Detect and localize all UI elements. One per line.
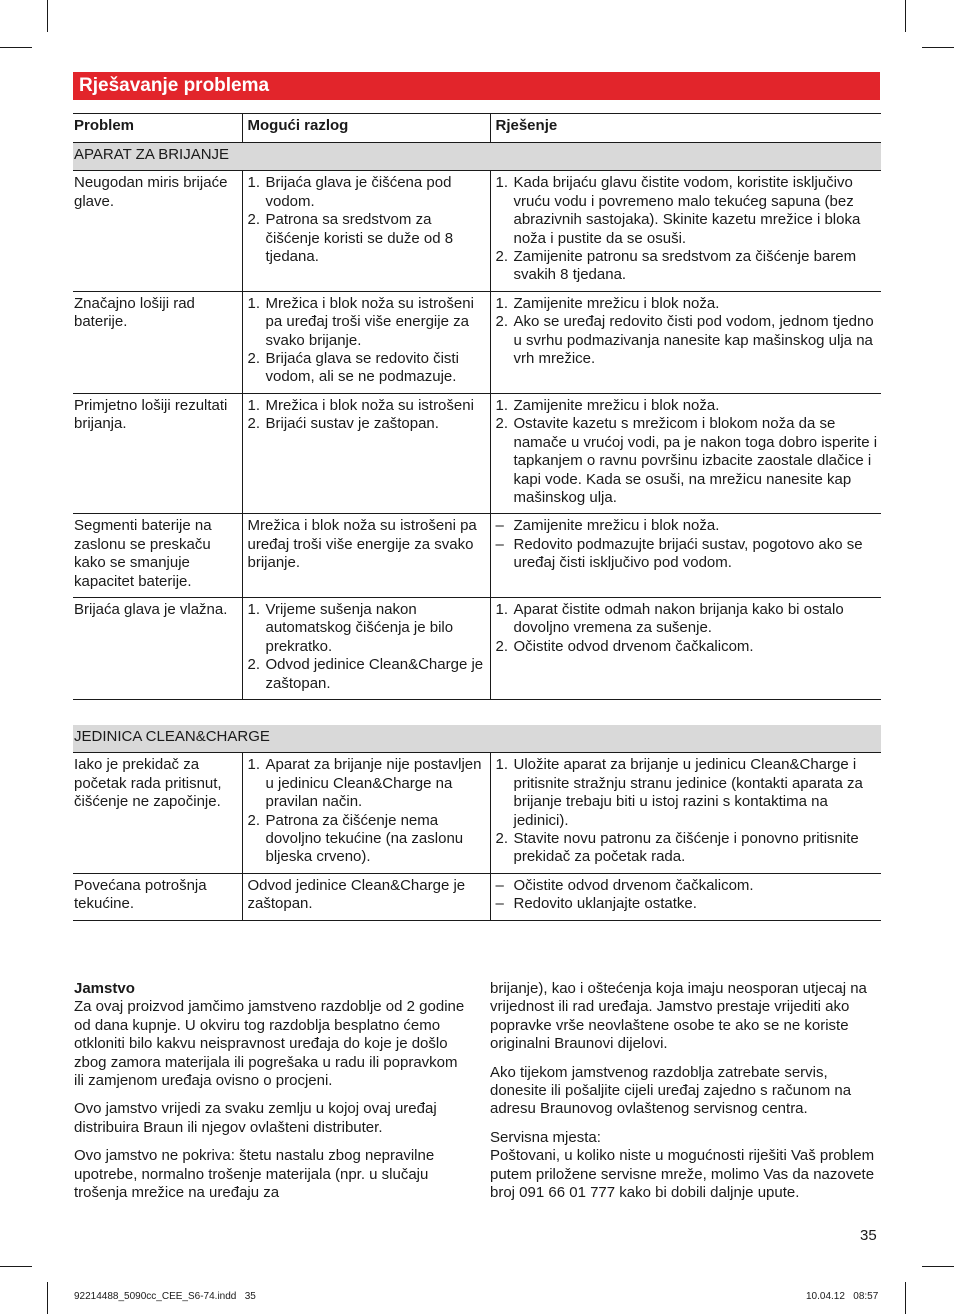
list-item <box>248 756 490 811</box>
list-text: Mrežica i blok noža su istrošeni <box>265 396 474 414</box>
crop-mark <box>0 1266 32 1267</box>
section-title: Rješavanje problema <box>73 72 880 100</box>
list-item <box>496 536 882 573</box>
list-item <box>248 174 490 211</box>
list-marker: 1. <box>495 396 509 414</box>
list-item <box>248 601 490 656</box>
list-item <box>496 601 882 638</box>
spacer-cell <box>73 699 881 725</box>
list-item <box>248 656 490 693</box>
item-list <box>496 397 882 507</box>
list-item <box>496 638 882 656</box>
list-item <box>496 830 882 867</box>
group-spacer <box>73 699 881 725</box>
solution-cell <box>490 873 881 920</box>
list-marker: 1. <box>495 600 509 618</box>
solution-cell <box>490 514 881 598</box>
table-row <box>73 291 881 393</box>
crop-mark <box>905 1282 906 1314</box>
list-marker: 1. <box>495 294 509 312</box>
troubleshooting-table <box>73 113 881 921</box>
problem-cell: Povećana potrošnja tekućine. <box>73 873 242 920</box>
list-marker: 2. <box>247 415 261 433</box>
solution-cell <box>490 393 881 513</box>
item-list <box>496 756 882 866</box>
service-text: Poštovani, u koliko niste u mogućnosti riješiti Vaš problem putem priložene servisne mreže, molimo Vas da nazovete broj 091 66 01 777 kako bi dobili daljnje upute. <box>490 1147 875 1202</box>
table-header-row <box>73 114 881 143</box>
list-item <box>248 211 490 266</box>
cause-cell <box>242 291 490 393</box>
list-marker: 1. <box>247 396 261 414</box>
list-marker: 2. <box>247 811 261 829</box>
list-text: Odvod jedinice Clean&Charge je zaštopan. <box>265 656 484 692</box>
problem-cell: Primjetno lošiji rezultati brijanja. <box>73 393 242 513</box>
cause-cell: Odvod jedinice Clean&Charge je zaštopan. <box>242 873 490 920</box>
list-marker: 2. <box>495 637 509 655</box>
crop-mark <box>0 47 32 48</box>
item-list <box>496 295 882 369</box>
item-list <box>496 517 882 572</box>
item-list <box>248 601 490 693</box>
list-marker: 2. <box>495 830 509 847</box>
list-item <box>496 313 882 368</box>
list-item <box>496 397 882 415</box>
warranty-paragraph: Ako tijekom jamstvenog razdoblja zatrebate servis, donesite ili pošaljite cijeli uređaj zajedno s računom na adresu Braunovog ovlaštenog servisnog centra. <box>490 1063 852 1118</box>
list-item <box>496 517 882 535</box>
list-item <box>496 248 882 285</box>
slug-date: 10.04.12 08:57 <box>806 1291 879 1302</box>
list-marker: 2. <box>495 248 509 266</box>
list-marker: 1. <box>247 294 261 312</box>
list-text: Očistite odvod drvenom čačkalicom. <box>513 876 754 894</box>
list-marker: 1. <box>495 756 509 774</box>
list-marker: – <box>495 876 504 894</box>
solution-cell <box>490 291 881 393</box>
list-text: Ako se uređaj redovito čisti pod vodom, jednom tjedno u svrhu podmazivanja nanesite kap mašinskog ulja na vrh mrežice. <box>513 313 874 368</box>
list-marker: 2. <box>495 415 509 433</box>
list-text: Vrijeme sušenja nakon automatskog čišćenja je bilo prekratko. <box>265 600 454 655</box>
item-list <box>248 397 490 434</box>
table-row <box>73 171 881 291</box>
cause-cell <box>242 171 490 291</box>
column-header: Rješenje <box>490 114 881 143</box>
crop-mark <box>905 0 906 32</box>
page-number: 35 <box>860 1227 877 1244</box>
list-text: Aparat čistite odmah nakon brijanja kako bi ostalo dovoljno vremena za sušenje. <box>513 600 844 637</box>
list-text: Zamijenite mrežicu i blok noža. <box>513 517 720 535</box>
warranty-paragraph: brijanje), kao i oštećenja koja imaju neosporan utjecaj na vrijednost ili rad uređaja. Jamstvo prestaje vrijediti ako popravke vrše neovlaštene osobe te ako se ne koriste originalni Braunovi dijelovi. <box>490 980 867 1053</box>
section-title: JEDINICA CLEAN&CHARGE <box>73 725 881 753</box>
warranty-right-column <box>490 980 881 1212</box>
table-row <box>73 514 881 598</box>
list-text: Uložite aparat za brijanje u jedinicu Clean&Charge i pritisnite stražnju stranu jedinice (kontakti aparata za brijanje trebaju biti u istoj razini s kontaktima na jedinici). <box>513 756 863 829</box>
cause-cell <box>242 393 490 513</box>
table-row <box>73 753 881 873</box>
list-marker: 1. <box>495 174 509 192</box>
item-list <box>496 174 882 284</box>
slug-file: 92214488_5090cc_CEE_S6-74.indd 35 <box>74 1291 256 1302</box>
list-item <box>496 756 882 830</box>
problem-cell: Segmenti baterije na zaslonu se preskaču kako se smanjuje kapacitet baterije. <box>73 514 242 598</box>
item-list <box>248 174 490 266</box>
column-header: Mogući razlog <box>242 114 490 143</box>
problem-cell: Neugodan miris brijaće glave. <box>73 171 242 291</box>
solution-cell <box>490 171 881 291</box>
cause-cell <box>242 597 490 699</box>
list-item <box>248 350 490 387</box>
list-item <box>496 895 882 913</box>
list-text: Očistite odvod drvenom čačkalicom. <box>513 637 754 655</box>
list-text: Redovito podmazujte brijaći sustav, pogotovo ako se uređaj čisti isključivo pod vodom. <box>513 535 863 572</box>
list-marker: 1. <box>247 600 261 618</box>
list-marker: 1. <box>247 174 261 192</box>
cause-cell <box>242 753 490 873</box>
list-text: Zamijenite mrežicu i blok noža. <box>513 294 720 312</box>
warranty-paragraph: Za ovaj proizvod jamčimo jamstveno razdoblje od 2 godine od dana kupnje. U okviru tog razdoblja besplatno ćemo otkloniti bilo kakvu neispravnost uređaja do koje je došlo zbog zamora materijala ili pogrešaka u radu ili popravkom ili zamjenom uređaja ovisno o procjeni. <box>74 998 465 1090</box>
service-label: Servisna mjesta: <box>490 1128 601 1146</box>
table-row <box>73 597 881 699</box>
solution-cell <box>490 753 881 873</box>
item-list <box>496 877 882 914</box>
list-item <box>496 174 882 248</box>
list-text: Redovito uklanjajte ostatke. <box>513 895 697 913</box>
list-text: Kada brijaću glavu čistite vodom, koristite isključivo vruću vodu i povremeno malo tekućeg sapuna (bez abrazivnih sastojaka). Skinite kazetu mrežice i bloka noža i pustite da se osuši. <box>513 174 861 247</box>
list-marker: 2. <box>247 350 261 368</box>
list-text: Ostavite kazetu s mrežicom i blokom noža da se namače u vrućoj vodi, pa je nakon toga dobro isperite i tapkanjem o ravnu površinu izbacite zaostale dlačice i kapi vode. Kada se osuši, na mrežicu nanesite kap mašinskog ulja. <box>513 415 878 506</box>
crop-mark <box>47 0 48 32</box>
column-header: Problem <box>73 114 242 143</box>
problem-cell: Iako je prekidač za početak rada pritisnut, čišćenje ne započinje. <box>73 753 242 873</box>
list-text: Brijaći sustav je zaštopan. <box>265 415 439 433</box>
problem-cell: Brijaća glava je vlažna. <box>73 597 242 699</box>
list-text: Aparat za brijanje nije postavljen u jedinicu Clean&Charge na pravilan način. <box>265 756 482 811</box>
warranty-paragraph: Ovo jamstvo ne pokriva: štetu nastalu zbog nepravilne upotrebe, normalno trošenje materijala (npr. u slučaju trošenja mrežice na uređaju za <box>74 1147 435 1202</box>
list-text: Stavite novu patronu za čišćenje i ponovno pritisnite prekidač za početak rada. <box>513 830 859 866</box>
list-text: Patrona sa sredstvom za čišćenje koristi se duže od 8 tjedana. <box>265 211 454 266</box>
item-list <box>248 756 490 866</box>
section-row <box>73 725 881 753</box>
crop-mark <box>47 1282 48 1314</box>
list-item <box>248 812 490 867</box>
warranty-heading: Jamstvo <box>74 980 135 997</box>
item-list <box>496 601 882 656</box>
list-item <box>496 295 882 313</box>
warranty-paragraph: Ovo jamstvo vrijedi za svaku zemlju u kojoj ovaj uređaj distribuira Braun ili njegov ovlašteni distributer. <box>74 1100 437 1136</box>
section-row <box>73 143 881 171</box>
list-marker: 2. <box>247 211 261 229</box>
list-item <box>248 397 490 415</box>
table-row <box>73 393 881 513</box>
item-list <box>248 295 490 387</box>
list-marker: – <box>495 517 504 535</box>
crop-mark <box>922 47 954 48</box>
solution-cell <box>490 597 881 699</box>
list-text: Mrežica i blok noža su istrošeni pa uređaj troši više energije za svako brijanje. <box>265 294 474 349</box>
table-row <box>73 873 881 920</box>
list-text: Zamijenite mrežicu i blok noža. <box>513 396 720 414</box>
list-marker: – <box>495 535 504 553</box>
list-item <box>496 877 882 895</box>
list-marker: 2. <box>247 656 261 674</box>
list-text: Brijaća glava je čišćena pod vodom. <box>265 174 452 210</box>
crop-mark <box>922 1266 954 1267</box>
list-text: Brijaća glava se redovito čisti vodom, ali se ne podmazuje. <box>265 350 459 386</box>
list-item <box>248 415 490 433</box>
list-marker: – <box>495 895 504 913</box>
cause-cell: Mrežica i blok noža su istrošeni pa uređaj troši više energije za svako brijanje. <box>242 514 490 598</box>
list-item <box>248 295 490 350</box>
list-text: Zamijenite patronu sa sredstvom za čišćenje barem svakih 8 tjedana. <box>513 248 857 284</box>
warranty-left-column <box>74 980 469 1212</box>
list-text: Patrona za čišćenje nema dovoljno tekućine (na zaslonu bljeska crveno). <box>265 811 464 866</box>
section-title: APARAT ZA BRIJANJE <box>73 143 881 171</box>
list-marker: 1. <box>247 756 261 774</box>
problem-cell: Značajno lošiji rad baterije. <box>73 291 242 393</box>
list-marker: 2. <box>495 313 509 331</box>
list-item <box>496 415 882 507</box>
